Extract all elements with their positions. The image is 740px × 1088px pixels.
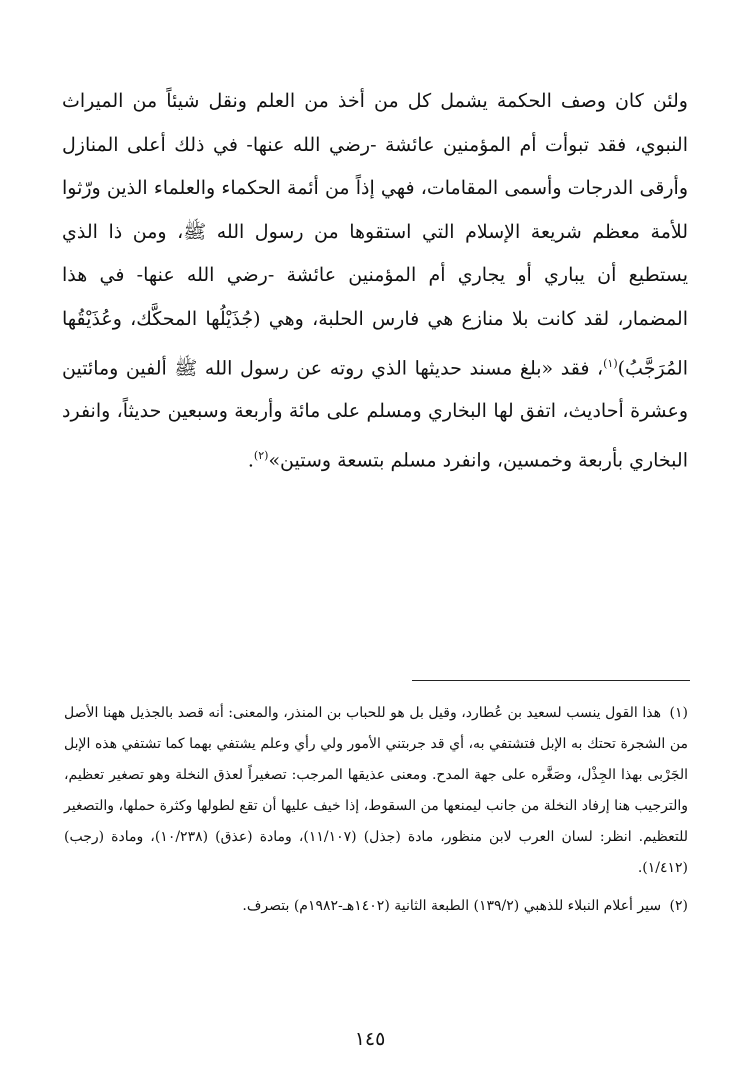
- footnotes-section: [64, 698, 688, 929]
- footnote-number: (١): [669, 705, 688, 721]
- footnote: [64, 698, 688, 884]
- paragraph-text-continued: ، فقد «بلغ مسند حديثها الذي روته عن رسول الله ﷺ ألفين ومائتين وعشرة أحاديث، اتفق لها البخاري ومسلم على مائة وأربعة وسبعين حديثاً، وانفرد البخاري بأربعة وخمسين، وانفرد مسلم بتسعة وستين»: [62, 356, 688, 472]
- paragraph-text: ولئن كان وصف الحكمة يشمل كل من أخذ من العلم ونقل شيئاً من الميراث النبوي، فقد تبوأت أم المؤمنين عائشة -رضي الله عنها- في ذلك أعلى المنازل وأرقى الدرجات وأسمى المقامات، فهي إذاً من أئمة الحكماء والعلماء الذين ورّثوا للأمة معظم شريعة الإسلام التي استقوها من رسول الله ﷺ، ومن ذا الذي يستطيع أن يباري أو يجاري أم المؤمنين عائشة -رضي الله عنها- في هذا المضمار، لقد كانت بلا منازع هي فارس الحلبة، وهي (جُذَيْلُها المحكَّك، وعُذَيْقُها المُرَجَّبُ): [62, 90, 688, 379]
- main-body-text: [62, 80, 688, 483]
- footnote: [64, 891, 688, 922]
- footnote-separator-rule: [412, 680, 690, 681]
- body-paragraph: [62, 80, 688, 483]
- page-number: ١٤٥: [354, 1028, 386, 1050]
- paragraph-text-end: .: [247, 449, 254, 472]
- footnote-reference: (١): [603, 356, 618, 370]
- footnote-text: سير أعلام النبلاء للذهبي (١٣٩/٢) الطبعة الثانية (١٤٠٢هـ-١٩٨٢م) بتصرف.: [242, 898, 662, 914]
- footnote-number: (٢): [669, 898, 688, 914]
- footnote-reference: (٢): [253, 449, 269, 463]
- footnote-text: هذا القول ينسب لسعيد بن عُطارد، وقيل بل هو للحباب بن المنذر، والمعنى: أنه قصد بالجذيل ههنا الأصل من الشجرة تحتك به الإبل فتشتفي به، أي قد جربتني الأمور ولي رأي وعلم يشتفي بهما كما تشتفي هذه الإبل الجَرْبى بهذا الجِذْل، وصَغَّره على جهة المدح. ومعنى عذيقها المرجب: تصغيراً لعذق النخلة وهو تصغير تعظيم، والترجيب هنا إرفاد النخلة من جانب ليمنعها من السقوط، إذا خيف عليها أن تقع لطولها وكثرة حملها، والتصغير للتعظيم. انظر: لسان العرب لابن منظور، مادة (جذل) (١١/١٠٧)، ومادة (عذق) (١٠/٢٣٨)، ومادة (رجب) (١/٤١٢).: [64, 705, 689, 876]
